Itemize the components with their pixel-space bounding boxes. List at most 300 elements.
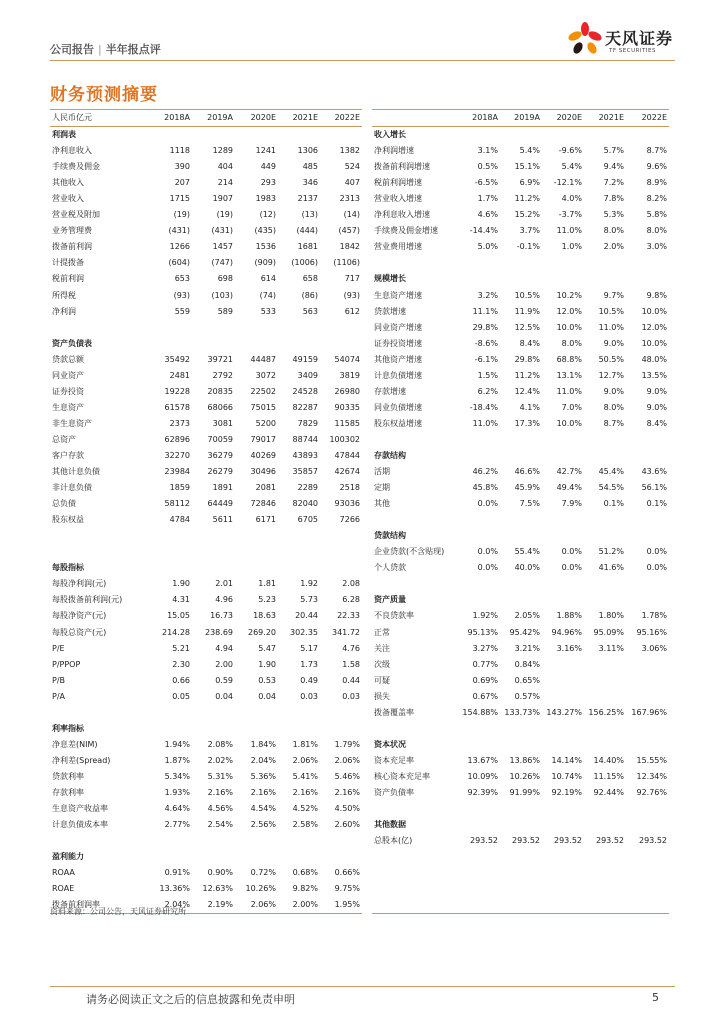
cell-value: (747) <box>211 258 233 268</box>
column-header-year: 2021E <box>278 110 320 127</box>
cell-value <box>500 881 542 897</box>
cell-value: 22.33 <box>337 611 360 621</box>
row-label: 核心资本充足率 <box>374 771 430 781</box>
table-row <box>50 464 362 480</box>
column-header-year: 2018A <box>458 110 500 127</box>
table-row <box>50 512 362 528</box>
cell-value: 167.96% <box>631 707 667 717</box>
cell-value <box>584 865 626 881</box>
table-row <box>50 865 362 881</box>
cell-value <box>458 817 500 833</box>
table-row <box>372 881 669 897</box>
cell-value: 13.86% <box>509 755 540 765</box>
cell-value <box>500 817 542 833</box>
cell-value <box>542 849 584 865</box>
row-label: 营业税及附加 <box>52 210 100 220</box>
cell-value <box>626 689 669 705</box>
section-title: 资产负债表 <box>52 338 92 348</box>
column-header-year: 2022E <box>626 110 669 127</box>
cell-value <box>320 849 362 865</box>
cell-value: 15.1% <box>514 162 540 172</box>
cell-value: 0.0% <box>561 547 582 557</box>
page-number: 5 <box>652 991 659 1004</box>
cell-value <box>192 721 235 737</box>
table-row <box>50 657 362 673</box>
cell-value <box>458 737 500 753</box>
cell-value <box>320 320 362 336</box>
table-row <box>372 191 669 207</box>
cell-value: 5.4% <box>561 162 582 172</box>
section-row <box>50 336 362 352</box>
row-label: P/B <box>52 675 66 685</box>
cell-value <box>542 897 584 914</box>
cell-value: 1983 <box>255 194 276 204</box>
cell-value <box>320 528 362 544</box>
cell-value: 7.0% <box>561 402 582 412</box>
table-row <box>372 159 669 175</box>
cell-value: 1.92 <box>300 579 318 589</box>
row-label: 其他资产增速 <box>374 354 422 364</box>
cell-value <box>584 432 626 448</box>
cell-value <box>278 528 320 544</box>
cell-value: 82287 <box>292 402 318 412</box>
table-row <box>372 320 669 336</box>
section-title: 收入增长 <box>374 130 406 140</box>
row-label: 手续费及佣金 <box>52 162 100 172</box>
row-label: 每股总资产(元) <box>52 627 107 637</box>
cell-value: 10.0% <box>556 418 582 428</box>
cell-value: 0.65% <box>514 675 540 685</box>
cell-value: 2.08 <box>342 579 360 589</box>
cell-value: 8.0% <box>646 226 667 236</box>
cell-value: 1891 <box>212 483 233 493</box>
cell-value: 29.8% <box>514 354 540 364</box>
cell-value: 269.20 <box>248 627 276 637</box>
row-label: 贷款总额 <box>52 354 84 364</box>
cell-value: 36279 <box>207 451 233 460</box>
cell-value: 2373 <box>169 418 190 428</box>
cell-value: 1859 <box>169 483 190 493</box>
cell-value: 4.6% <box>477 210 498 220</box>
row-label: 每股拨备前利润(元) <box>52 595 123 605</box>
cell-value <box>500 271 542 287</box>
row-label: 非生息资产 <box>52 418 92 428</box>
cell-value: 1289 <box>212 146 233 156</box>
cell-value: 13.36% <box>159 884 190 894</box>
table-row <box>372 512 669 528</box>
cell-value: 238.69 <box>205 627 233 637</box>
table-row <box>372 175 669 191</box>
cell-value: 3.21% <box>514 643 540 653</box>
table-row <box>372 560 669 576</box>
cell-value: 11.0% <box>556 386 582 396</box>
table-row <box>50 833 362 849</box>
cell-value: 15.2% <box>514 210 540 220</box>
row-label: 生息资产 <box>52 402 84 412</box>
cell-value: 42674 <box>334 467 360 477</box>
cell-value: 2137 <box>297 194 318 204</box>
cell-value: 2.04% <box>250 755 276 765</box>
table-row <box>372 769 669 785</box>
row-label: P/PPOP <box>52 659 81 669</box>
cell-value: 92.76% <box>636 787 667 797</box>
cell-value: 3409 <box>297 370 318 380</box>
cell-value <box>458 271 500 287</box>
cell-value: 68.8% <box>556 354 582 364</box>
cell-value <box>626 721 669 737</box>
cell-value <box>458 592 500 608</box>
cell-value: (19) <box>216 210 233 220</box>
column-header-year: 2019A <box>500 110 542 127</box>
section-title: 利润表 <box>52 130 76 140</box>
cell-value: (1006) <box>291 258 318 268</box>
cell-value <box>320 127 362 144</box>
cell-value <box>458 881 500 897</box>
cell-value: 0.77% <box>472 659 498 669</box>
cell-value: (19) <box>173 210 190 220</box>
cell-value <box>278 560 320 576</box>
cell-value <box>584 721 626 737</box>
cell-value <box>542 448 584 464</box>
cell-value: 0.03 <box>342 691 360 701</box>
company-logo <box>567 18 692 58</box>
cell-value: 5.73 <box>300 595 318 605</box>
table-row <box>372 865 669 881</box>
cell-value: 5.31% <box>207 771 233 781</box>
cell-value: 341.72 <box>332 627 360 637</box>
cell-value: 23984 <box>164 467 190 477</box>
cell-value: 45.9% <box>514 483 540 493</box>
cell-value: -14.4% <box>469 226 498 236</box>
cell-value <box>626 817 669 833</box>
cell-value: 13.1% <box>556 370 582 380</box>
table-row <box>50 881 362 897</box>
cell-value: 0.0% <box>477 547 498 557</box>
cell-value: 0.66 <box>172 675 190 685</box>
cell-value <box>500 721 542 737</box>
cell-value: (14) <box>343 210 360 220</box>
cell-value <box>192 560 235 576</box>
cell-value <box>458 849 500 865</box>
cell-value: 39721 <box>207 354 233 364</box>
cell-value: 10.0% <box>641 306 667 316</box>
cell-value <box>149 833 192 849</box>
row-label: 同业资产增速 <box>374 322 422 332</box>
row-label: 损失 <box>374 691 390 701</box>
cell-value: 0.1% <box>603 499 624 509</box>
row-label: 生息资产增速 <box>374 290 422 300</box>
cell-value <box>500 432 542 448</box>
table-row <box>50 304 362 320</box>
table-row <box>50 400 362 416</box>
row-label <box>372 865 458 881</box>
table-row <box>372 689 669 705</box>
cell-value <box>235 849 278 865</box>
footer-divider <box>50 986 675 987</box>
cell-value <box>626 528 669 544</box>
row-label: 业务管理费 <box>52 226 92 236</box>
row-label: 净利润增速 <box>374 146 414 156</box>
section-row <box>50 721 362 737</box>
cell-value: -6.1% <box>474 354 498 364</box>
cell-value: 100302 <box>329 434 360 444</box>
cell-value: 64449 <box>207 499 233 509</box>
section-title: 利率指标 <box>52 723 84 733</box>
table-row <box>372 352 669 368</box>
section-title: 每股指标 <box>52 563 84 573</box>
cell-value <box>626 673 669 689</box>
cell-value: 2.01 <box>215 579 233 589</box>
cell-value: 390 <box>174 162 190 172</box>
table-row <box>50 239 362 255</box>
cell-value: 19228 <box>164 386 190 396</box>
cell-value: 92.19% <box>551 787 582 797</box>
cell-value <box>626 271 669 287</box>
cell-value <box>626 512 669 528</box>
cell-value: 0.67% <box>472 691 498 701</box>
cell-value: 658 <box>302 274 318 284</box>
table-row <box>372 416 669 432</box>
source-note: 资料来源：公司公告，天风证券研究所 <box>50 907 186 916</box>
cell-value <box>584 801 626 817</box>
cell-value: 24528 <box>292 386 318 396</box>
table-row <box>372 143 669 159</box>
cell-value <box>149 721 192 737</box>
cell-value <box>458 801 500 817</box>
cell-value <box>584 255 626 271</box>
cell-value: -0.1% <box>516 242 540 252</box>
cell-value: (431) <box>211 226 233 236</box>
cell-value: 1536 <box>255 242 276 252</box>
row-label: 关注 <box>374 643 390 653</box>
header-divider <box>50 60 675 61</box>
table-row <box>50 143 362 159</box>
cell-value: 5.34% <box>164 771 190 781</box>
cell-value: 1457 <box>212 242 233 252</box>
cell-value: 8.0% <box>603 226 624 236</box>
column-header-label <box>372 110 458 127</box>
cell-value <box>278 127 320 144</box>
cell-value <box>584 689 626 705</box>
table-row <box>372 544 669 560</box>
cell-value <box>320 544 362 560</box>
cell-value <box>542 592 584 608</box>
cell-value: 35857 <box>292 467 318 477</box>
cell-value: 12.0% <box>556 306 582 316</box>
left-financial-table <box>50 109 362 914</box>
cell-value <box>149 560 192 576</box>
cell-value: 214 <box>217 178 233 188</box>
logo-name: 天风证券 <box>605 29 674 48</box>
cell-value <box>584 881 626 897</box>
table-row <box>50 271 362 287</box>
row-label: 每股净资产(元) <box>52 611 107 621</box>
cell-value: 56.1% <box>641 483 667 493</box>
cell-value <box>149 528 192 544</box>
cell-value <box>149 320 192 336</box>
row-label: 客户存款 <box>52 451 84 460</box>
cell-value <box>192 705 235 721</box>
cell-value: 1.73 <box>300 659 318 669</box>
cell-value: 0.53 <box>258 675 276 685</box>
cell-value: 2.30 <box>172 659 190 669</box>
row-label: 营业收入增速 <box>374 194 422 204</box>
table-row <box>50 576 362 592</box>
row-label: 所得税 <box>52 290 76 300</box>
column-header-year: 2020E <box>542 110 584 127</box>
cell-value: 1.80% <box>598 611 624 621</box>
cell-value: 717 <box>344 274 360 284</box>
table-row <box>372 625 669 641</box>
table-row <box>50 592 362 608</box>
cell-value: 9.8% <box>646 290 667 300</box>
row-label <box>372 255 458 271</box>
row-label: 不良贷款率 <box>374 611 414 621</box>
cell-value: 9.0% <box>603 338 624 348</box>
cell-value: 0.04 <box>258 691 276 701</box>
cell-value: 0.68% <box>292 868 318 878</box>
cell-value: 1842 <box>339 242 360 252</box>
cell-value: 2.05% <box>514 611 540 621</box>
cell-value: 9.4% <box>603 162 624 172</box>
cell-value <box>500 801 542 817</box>
cell-value: 12.5% <box>514 322 540 332</box>
cell-value: 46.6% <box>514 467 540 477</box>
table-row <box>372 255 669 271</box>
cell-value <box>500 737 542 753</box>
cell-value: 2.19% <box>192 897 235 914</box>
cell-value <box>626 801 669 817</box>
cell-value: 2.16% <box>250 787 276 797</box>
right-financial-table <box>372 109 669 914</box>
table-row <box>50 191 362 207</box>
cell-value <box>320 560 362 576</box>
cell-value <box>500 576 542 592</box>
table-row <box>372 673 669 689</box>
cell-value <box>458 512 500 528</box>
header-separator: | <box>98 43 102 56</box>
cell-value <box>500 127 542 144</box>
cell-value: 88744 <box>292 434 318 444</box>
cell-value: 614 <box>260 274 276 284</box>
row-label: 其他 <box>374 499 390 509</box>
cell-value: 2.00% <box>278 897 320 914</box>
table-row <box>372 576 669 592</box>
cell-value: 4784 <box>169 515 190 525</box>
cell-value <box>278 705 320 721</box>
cell-value: 0.1% <box>646 499 667 509</box>
cell-value: 1715 <box>169 194 190 204</box>
table-row <box>50 705 362 721</box>
cell-value <box>278 320 320 336</box>
cell-value: 449 <box>260 162 276 172</box>
cell-value: 4.52% <box>292 804 318 814</box>
cell-value: -8.6% <box>474 338 498 348</box>
cell-value: 8.4% <box>519 338 540 348</box>
table-row <box>372 239 669 255</box>
cell-value: 1.95% <box>320 897 362 914</box>
row-label <box>372 897 458 914</box>
cell-value: 9.6% <box>646 162 667 172</box>
cell-value: 2.06% <box>334 755 360 765</box>
table-row <box>50 496 362 512</box>
cell-value: 4.1% <box>519 402 540 412</box>
cell-value: 26980 <box>334 386 360 396</box>
cell-value: 54074 <box>334 354 360 364</box>
row-label: 个人贷款 <box>374 563 406 573</box>
cell-value: 0.05 <box>172 691 190 701</box>
table-row <box>372 336 669 352</box>
table-row <box>50 368 362 384</box>
cell-value: 563 <box>302 306 318 316</box>
row-label: 贷款增速 <box>374 306 406 316</box>
table-row <box>50 432 362 448</box>
cell-value <box>584 127 626 144</box>
section-row <box>372 817 669 833</box>
cell-value <box>235 560 278 576</box>
table-row <box>50 159 362 175</box>
table-row <box>372 432 669 448</box>
cell-value <box>584 849 626 865</box>
row-label <box>50 528 149 544</box>
row-label <box>372 801 458 817</box>
cell-value: 11.2% <box>514 194 540 204</box>
cell-value: 8.0% <box>603 402 624 412</box>
cell-value <box>149 127 192 144</box>
row-label: 拨备前利润增速 <box>374 162 430 172</box>
cell-value: 8.9% <box>646 178 667 188</box>
cell-value <box>500 897 542 914</box>
cell-value <box>542 271 584 287</box>
cell-value: 293.52 <box>554 836 582 846</box>
table-row <box>372 288 669 304</box>
cell-value: 10.0% <box>556 322 582 332</box>
section-row <box>372 592 669 608</box>
cell-value: 10.26% <box>245 884 276 894</box>
cell-value: 11.1% <box>472 306 498 316</box>
cell-value: 3819 <box>339 370 360 380</box>
cell-value: 11.0% <box>472 418 498 428</box>
cell-value: 4.76 <box>342 643 360 653</box>
cell-value: 3.11% <box>598 643 624 653</box>
cell-value: 5.41% <box>292 771 318 781</box>
cell-value: 0.5% <box>477 162 498 172</box>
row-label: 其他收入 <box>52 178 84 188</box>
row-label: 活期 <box>374 467 390 477</box>
cell-value: 11.15% <box>593 771 624 781</box>
cell-value: 51.2% <box>598 547 624 557</box>
cell-value: 0.44 <box>342 675 360 685</box>
cell-value: -18.4% <box>469 402 498 412</box>
cell-value: 2.77% <box>164 820 190 830</box>
cell-value: 2289 <box>297 483 318 493</box>
cell-value: 293.52 <box>639 836 667 846</box>
cell-value: 8.7% <box>603 418 624 428</box>
cell-value: 0.0% <box>477 499 498 509</box>
cell-value: 2518 <box>339 483 360 493</box>
row-label: 手续费及佣金增速 <box>374 226 438 236</box>
cell-value: 293.52 <box>512 836 540 846</box>
table-row <box>50 223 362 239</box>
cell-value <box>278 336 320 352</box>
column-header-year: 2019A <box>192 110 235 127</box>
row-label: 其他计息负债 <box>52 467 100 477</box>
row-label: 股东权益增速 <box>374 418 422 428</box>
cell-value: 6171 <box>255 515 276 525</box>
table-row <box>50 544 362 560</box>
cell-value: 7.5% <box>519 499 540 509</box>
column-header-label: 人民币亿元 <box>50 110 149 127</box>
